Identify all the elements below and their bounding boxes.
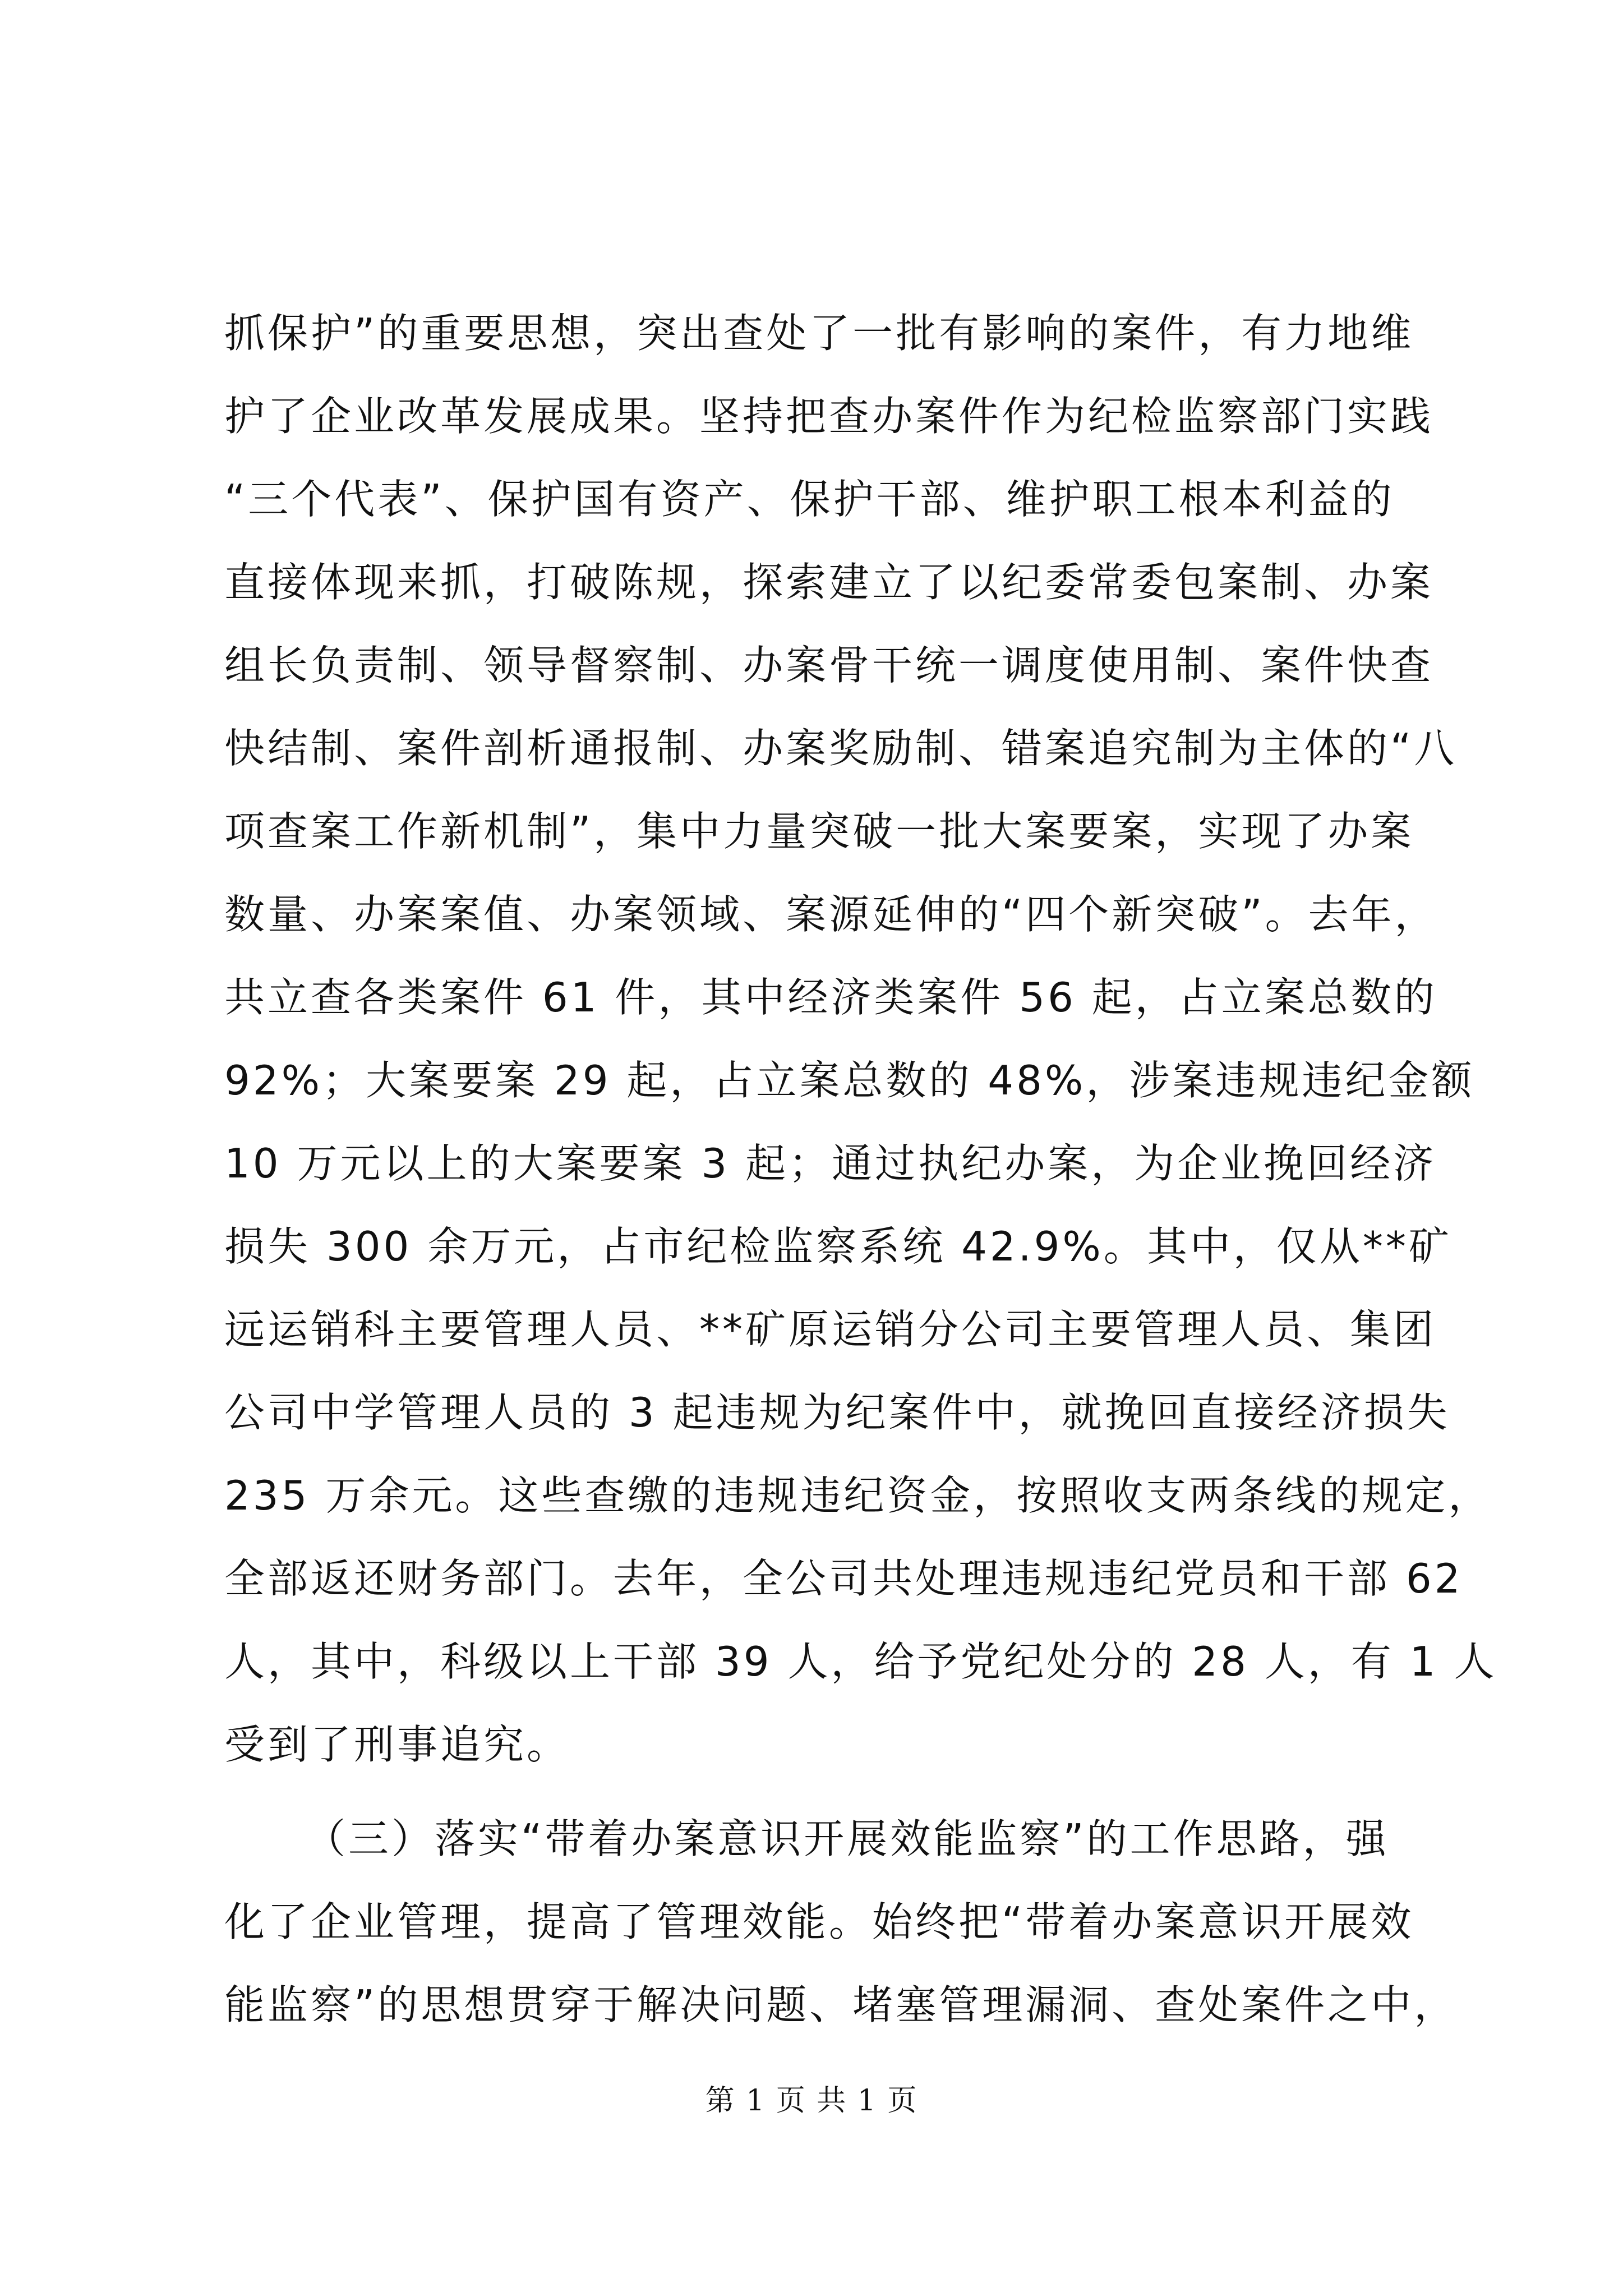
text-line: 损失 300 余万元，占市纪检监察系统 42.9%。其中，仅从**矿 — [224, 1223, 1452, 1270]
text-line: 远运销科主要管理人员、**矿原运销分公司主要管理人员、集团 — [224, 1306, 1437, 1353]
text-line: 10 万元以上的大案要案 3 起；通过执纪办案，为企业挽回经济 — [224, 1140, 1437, 1187]
text-line: 组长负责制、领导督察制、办案骨干统一调度使用制、案件快查 — [224, 642, 1434, 689]
text-line: 能监察”的思想贯穿于解决问题、堵塞管理漏洞、查处案件之中， — [224, 1981, 1458, 2028]
text-line: 公司中学管理人员的 3 起违规为纪案件中，就挽回直接经济损失 — [224, 1389, 1450, 1436]
text-line: 数量、办案案值、办案领域、案源延伸的“四个新突破”。去年， — [224, 891, 1438, 938]
text-line: 235 万余元。这些查缴的违规违纪资金，按照收支两条线的规定， — [224, 1472, 1492, 1519]
text-line: 受到了刑事追究。 — [224, 1721, 570, 1768]
paragraph-2 — [224, 1797, 1458, 2046]
text-line: 共立查各类案件 61 件，其中经济类案件 56 起，占立案总数的 — [224, 974, 1437, 1021]
text-line: 项查案工作新机制”，集中力量突破一批大案要案，实现了办案 — [224, 808, 1414, 855]
text-line: 抓保护”的重要思想，突出查处了一批有影响的案件，有力地维 — [224, 310, 1414, 357]
document-body — [224, 292, 1497, 2046]
text-line: 直接体现来抓，打破陈规，探索建立了以纪委常委包案制、办案 — [224, 559, 1434, 606]
text-line-indented: （三）落实“带着办案意识开展效能监察”的工作思路，强 — [305, 1815, 1389, 1862]
text-line: 92%；大案要案 29 起，占立案总数的 48%，涉案违规违纪金额 — [224, 1057, 1475, 1104]
paragraph-gap — [224, 1786, 1430, 1797]
text-line: 人，其中，科级以上干部 39 人，给予党纪处分的 28 人，有 1 人 — [224, 1638, 1497, 1685]
text-line: 快结制、案件剖析通报制、办案奖励制、错案追究制为主体的“八 — [224, 725, 1458, 772]
text-line: “三个代表”、保护国有资产、保护干部、维护职工根本利益的 — [224, 476, 1395, 523]
page-footer — [0, 2081, 1623, 2120]
text-line: 护了企业改革发展成果。坚持把查办案件作为纪检监察部门实践 — [224, 393, 1434, 440]
page-number-label: 第 1 页 共 1 页 — [705, 2084, 918, 2118]
text-line: 全部返还财务部门。去年，全公司共处理违规违纪党员和干部 62 — [224, 1555, 1463, 1602]
text-line: 化了企业管理，提高了管理效能。始终把“带着办案意识开展效 — [224, 1898, 1414, 1945]
paragraph-1 — [224, 292, 1497, 1786]
